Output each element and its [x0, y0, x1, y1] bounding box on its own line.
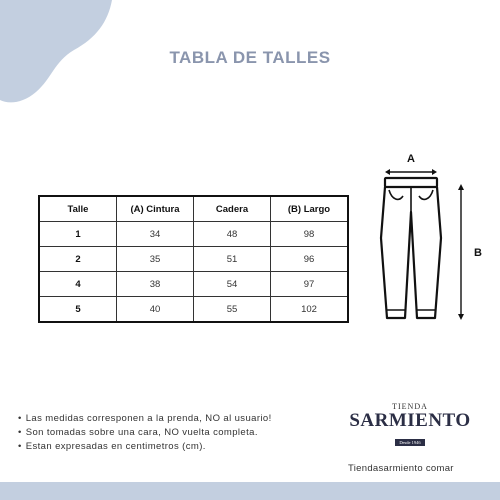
brand-tagline: Desde 1946 [395, 439, 424, 446]
table-header-row [39, 196, 348, 222]
cell-talle: 5 [39, 297, 117, 323]
table-row [39, 297, 348, 323]
column-header-cintura: (A) Cintura [117, 196, 194, 222]
label-b: B [474, 247, 482, 259]
column-header-cadera: Cadera [194, 196, 271, 222]
cell-cadera: 54 [194, 272, 271, 297]
bottom-bar [0, 482, 500, 500]
label-a: A [407, 153, 415, 165]
brand-logo [345, 402, 475, 449]
waist-arrow [385, 169, 437, 175]
brand-top-text: TIENDA [392, 402, 428, 411]
cell-cintura: 40 [117, 297, 194, 323]
cell-largo: 97 [271, 272, 349, 297]
cell-cadera: 51 [194, 247, 271, 272]
brand-name: SARMIENTO [349, 410, 471, 431]
cell-talle: 4 [39, 272, 117, 297]
note-item: • Estan expresadas en centimetros (cm). [18, 440, 272, 454]
cell-largo: 96 [271, 247, 349, 272]
table-row [39, 272, 348, 297]
column-header-talle: Talle [39, 196, 117, 222]
note-item: • Son tomadas sobre una cara, NO vuelta completa. [18, 426, 272, 440]
cell-talle: 1 [39, 222, 117, 247]
cell-cintura: 34 [117, 222, 194, 247]
cell-largo: 102 [271, 297, 349, 323]
table-row [39, 222, 348, 247]
cell-cintura: 35 [117, 247, 194, 272]
length-arrow [458, 184, 464, 320]
note-item: • Las medidas corresponen a la prenda, NO al usuario! [18, 412, 272, 426]
cell-cadera: 48 [194, 222, 271, 247]
page-title: TABLA DE TALLES [169, 48, 331, 67]
pants-diagram [370, 150, 500, 330]
notes-list [18, 412, 272, 454]
cell-largo: 98 [271, 222, 349, 247]
website-text: Tiendasarmiento comar [348, 463, 454, 474]
column-header-largo: (B) Largo [271, 196, 349, 222]
cell-cintura: 38 [117, 272, 194, 297]
pants-icon [381, 178, 441, 318]
cell-cadera: 55 [194, 297, 271, 323]
cell-talle: 2 [39, 247, 117, 272]
table-row [39, 247, 348, 272]
size-table [38, 195, 349, 323]
